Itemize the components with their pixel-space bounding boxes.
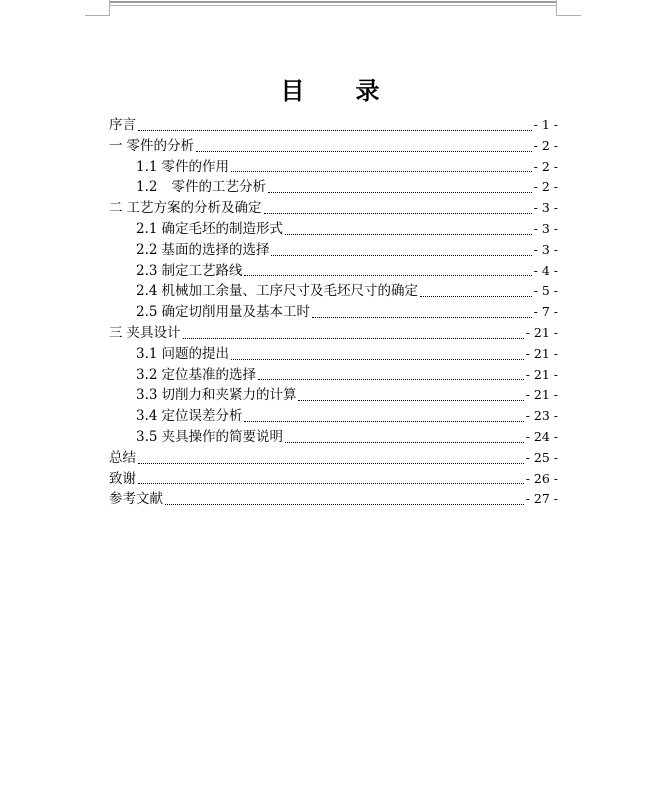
toc-entry-number: 2.3 (136, 262, 158, 279)
toc-entry[interactable] (109, 281, 558, 302)
toc-entry[interactable] (109, 219, 558, 240)
toc-entry-number: 2.2 (136, 241, 158, 258)
toc-entry[interactable] (109, 261, 558, 282)
toc-dot-leader (268, 192, 532, 193)
toc-entry-title: 致谢 (109, 470, 136, 487)
toc-dot-leader (285, 442, 524, 443)
toc-entry-number: 1.2 (136, 179, 158, 196)
toc-entry[interactable] (109, 136, 558, 157)
toc-page-number: - 3 - (533, 241, 558, 257)
toc-page-number: - 21 - (525, 366, 558, 382)
toc-entry[interactable] (109, 427, 558, 448)
toc-dot-leader (196, 151, 532, 152)
toc-dot-leader (298, 400, 523, 401)
toc-entry-number: 3.4 (136, 408, 158, 425)
toc-entry-title: 确定毛坯的制造形式 (161, 220, 283, 237)
toc-dot-leader (244, 275, 531, 276)
toc-page-number: - 26 - (525, 470, 558, 486)
toc-entry[interactable] (109, 302, 558, 323)
toc-page-number: - 7 - (533, 304, 558, 320)
toc-entry-number: 二 (109, 200, 123, 217)
toc-entry-number: 2.4 (136, 283, 158, 300)
toc-page-number: - 21 - (525, 345, 558, 361)
toc-page-number: - 23 - (525, 408, 558, 424)
toc-entry[interactable] (109, 448, 558, 469)
toc-entry-title: 定位误差分析 (161, 408, 243, 425)
toc-entry-title: 序言 (109, 117, 136, 133)
toc-page-number: - 4 - (533, 262, 558, 278)
toc-entry[interactable] (109, 177, 558, 198)
toc-dot-leader (258, 379, 524, 380)
toc-page-number: - 3 - (533, 200, 558, 216)
toc-page-number: - 1 - (533, 117, 558, 132)
table-of-contents (109, 115, 558, 510)
toc-page-number: - 21 - (525, 324, 558, 340)
toc-dot-leader (312, 317, 532, 318)
toc-page-number: - 21 - (525, 387, 558, 403)
toc-entry-number: 2.5 (136, 304, 158, 321)
toc-dot-leader (231, 171, 532, 172)
toc-entry-title: 机械加工余量、工序尺寸及毛坯尺寸的确定 (161, 283, 418, 300)
toc-entry-title: 零件的分析 (126, 137, 194, 154)
toc-entry-title: 制定工艺路线 (161, 262, 243, 279)
margin-corner-mark-left (85, 0, 110, 16)
toc-entry[interactable] (109, 489, 558, 510)
header-rule-thick (110, 1, 556, 3)
toc-entry-number: 2.1 (136, 220, 158, 237)
toc-dot-leader (183, 338, 524, 339)
toc-dot-leader (165, 504, 524, 505)
toc-entry[interactable] (109, 157, 558, 178)
toc-dot-leader (285, 234, 532, 235)
toc-entry-title: 零件的工艺分析 (171, 179, 266, 196)
toc-entry[interactable] (109, 344, 558, 365)
toc-entry[interactable] (109, 385, 558, 406)
toc-entry-title: 切削力和夹紧力的计算 (161, 387, 297, 404)
toc-dot-leader (138, 130, 532, 131)
toc-entry[interactable] (109, 469, 558, 490)
toc-entry-title: 工艺方案的分析及确定 (126, 200, 262, 217)
toc-entry-title: 参考文献 (109, 491, 163, 508)
toc-entry-title: 定位基准的选择 (161, 366, 256, 383)
toc-dot-leader (138, 483, 524, 484)
toc-page-number: - 27 - (525, 491, 558, 507)
toc-dot-leader (420, 296, 532, 297)
toc-entry-title: 基面的选择的选择 (161, 241, 270, 258)
margin-corner-mark-right (556, 0, 581, 16)
toc-entry[interactable] (109, 240, 558, 261)
toc-entry-title: 问题的提出 (161, 345, 229, 362)
toc-entry-title: 夹具操作的简要说明 (161, 428, 283, 445)
toc-dot-leader (138, 463, 524, 464)
toc-entry-number: 1.1 (136, 158, 158, 175)
toc-dot-leader (244, 421, 523, 422)
toc-entry-number: 3.3 (136, 387, 158, 404)
toc-entry[interactable] (109, 406, 558, 427)
toc-entry-title: 确定切削用量及基本工时 (161, 304, 310, 321)
toc-entry-title: 总结 (109, 449, 136, 466)
toc-entry-number: 三 (109, 324, 123, 341)
toc-entry[interactable] (109, 115, 558, 136)
toc-entry-title: 夹具设计 (126, 324, 181, 341)
toc-page-number: - 24 - (525, 428, 558, 444)
toc-dot-leader (271, 255, 531, 256)
toc-entry-title: 零件的作用 (161, 158, 229, 175)
toc-page-number: - 2 - (533, 158, 558, 174)
toc-page-number: - 2 - (533, 137, 558, 153)
toc-page-number: - 3 - (533, 220, 558, 236)
page-header-rule (85, 0, 581, 18)
toc-entry-number: 3.2 (136, 366, 158, 383)
toc-page-number: - 2 - (533, 179, 558, 195)
toc-entry-number: 一 (109, 137, 123, 154)
toc-dot-leader (231, 359, 524, 360)
toc-page-number: - 25 - (525, 449, 558, 465)
toc-dot-leader (264, 213, 532, 214)
toc-entry[interactable] (109, 365, 558, 386)
toc-entry[interactable] (109, 198, 558, 219)
header-rule-thin (110, 5, 556, 6)
toc-title: 目 录 (280, 77, 381, 105)
toc-entry-number: 3.5 (136, 428, 158, 445)
toc-page-number: - 5 - (533, 283, 558, 299)
toc-entry[interactable] (109, 323, 558, 344)
toc-entry-number: 3.1 (136, 345, 158, 362)
